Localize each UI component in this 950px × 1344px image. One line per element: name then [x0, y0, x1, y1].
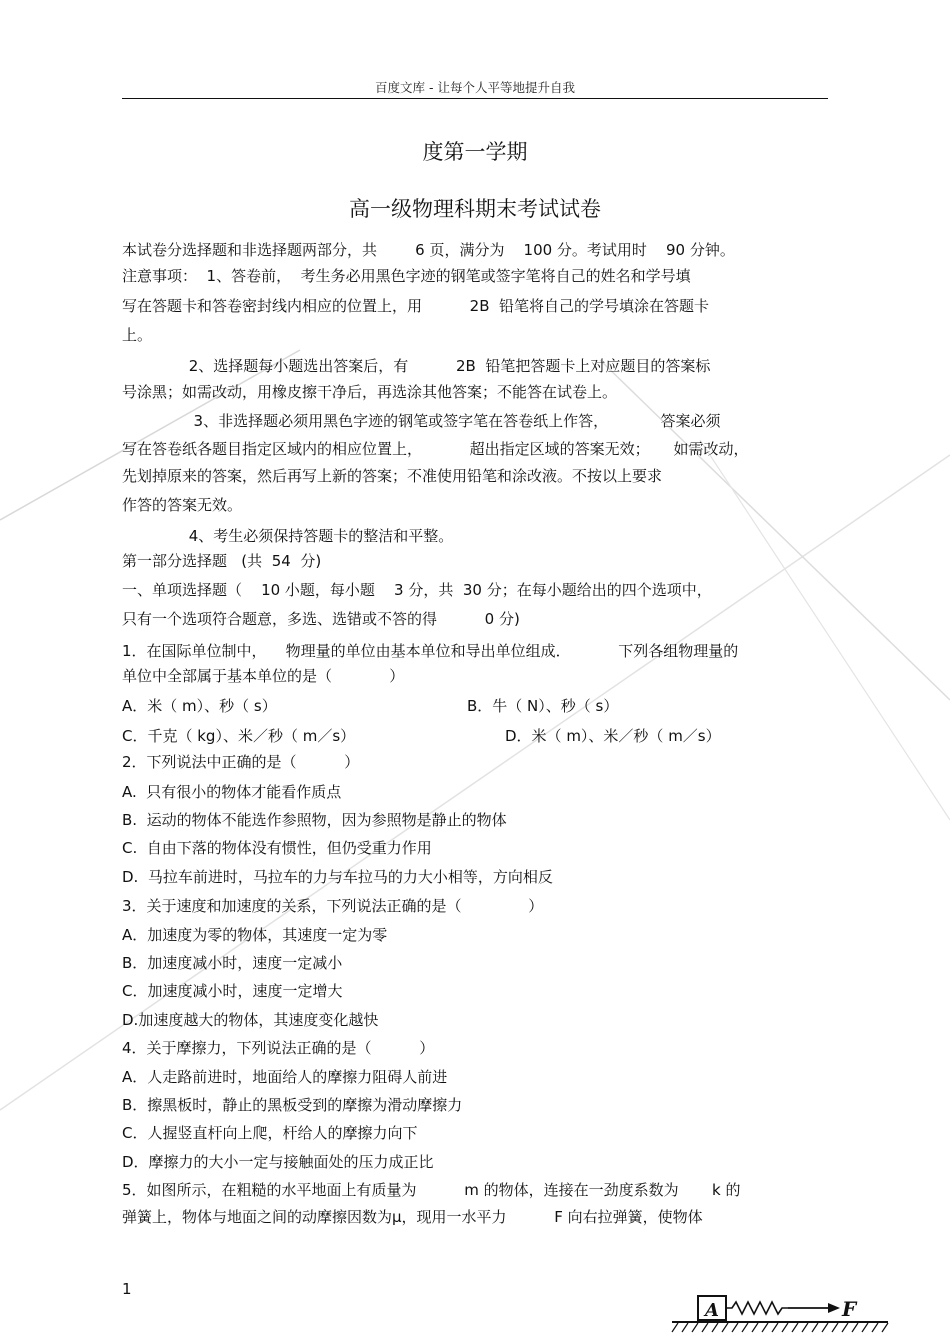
header-divider — [122, 98, 828, 99]
section-instructions: 一、单项选择题（ 10 小题，每小题 3 分，共 30 分；在每小题给出的四个选项中， — [122, 581, 712, 599]
question-1-option-a: A．米（ m）、秒（ s） — [122, 697, 277, 715]
question-4-text: 4．关于摩擦力，下列说法正确的是（ ） — [122, 1039, 435, 1057]
notice-line: 写在答题卡和答卷密封线内相应的位置上，用 2B 铅笔将自己的学号填涂在答题卡 — [122, 297, 710, 315]
notice-line: 3、非选择题必须用黑色字迹的钢笔或签字笔在答卷纸上作答， 答案必须 — [122, 412, 721, 430]
question-4-option-a: A．人走路前进时，地面给人的摩擦力阻碍人前进 — [122, 1068, 448, 1086]
question-2-text: 2．下列说法中正确的是（ ） — [122, 753, 360, 771]
question-1-text: 1．在国际单位制中， 物理量的单位由基本单位和导出单位组成． 下列各组物理量的 — [122, 642, 739, 660]
question-3-option-d: D.加速度越大的物体，其速度变化越快 — [122, 1011, 379, 1029]
page-header: 百度文库 - 让每个人平等地提升自我 — [375, 80, 575, 95]
intro-line: 本试卷分选择题和非选择题两部分，共 6 页，满分为 100 分。考试用时 90 分钟。 — [122, 241, 735, 259]
question-1-text: 单位中全部属于基本单位的是（ ） — [122, 667, 405, 685]
question-1-option-b: B．牛（ N）、秒（ s） — [467, 697, 619, 715]
force-arrow-head — [828, 1303, 840, 1313]
question-4-option-b: B．擦黑板时，静止的黑板受到的摩擦为滑动摩擦力 — [122, 1096, 463, 1114]
exam-title: 高一级物理科期末考试试卷 — [349, 197, 601, 221]
semester-title: 度第一学期 — [422, 140, 528, 164]
question-2-option-d: D. 马拉车前进时，马拉车的力与车拉马的力大小相等，方向相反 — [122, 868, 553, 886]
notice-line: 2、选择题每小题选出答案后，有 2B 铅笔把答题卡上对应题目的答案标 — [122, 357, 711, 375]
question-3-text: 3．关于速度和加速度的关系，下列说法正确的是（ ） — [122, 897, 544, 915]
question-3-option-b: B．加速度减小时，速度一定减小 — [122, 954, 343, 972]
notice-line: 4、考生必须保持答题卡的整洁和平整。 — [122, 527, 454, 545]
notice-line: 号涂黑；如需改动，用橡皮擦干净后，再选涂其他答案；不能答在试卷上。 — [122, 383, 618, 401]
question-2-option-c: C. 自由下落的物体没有惯性，但仍受重力作用 — [122, 839, 432, 857]
spring — [726, 1302, 788, 1314]
question-1-option-d: D．米（ m）、米／秒（ m／s） — [505, 727, 721, 745]
question-1-option-c: C．千克（ kg）、米／秒（ m／s） — [122, 727, 356, 745]
question-5-text: 弹簧上，物体与地面之间的动摩擦因数为μ，现用一水平力 F 向右拉弹簧，使物体 — [122, 1208, 703, 1226]
question-5-text: 5．如图所示，在粗糙的水平地面上有质量为 m 的物体，连接在一劲度系数为 k 的 — [122, 1181, 741, 1199]
question-3-option-a: A．加速度为零的物体，其速度一定为零 — [122, 926, 388, 944]
notice-line: 写在答卷纸各题目指定区域内的相应位置上， 超出指定区域的答案无效； 如需改动， — [122, 440, 749, 458]
force-label: F — [842, 1297, 857, 1321]
notice-line: 先划掉原来的答案，然后再写上新的答案；不准使用铅笔和涂改液。不按以上要求 — [122, 467, 663, 485]
notice-line: 作答的答案无效。 — [122, 496, 243, 514]
ground-hatching — [672, 1323, 888, 1332]
question-4-option-d: D．摩擦力的大小一定与接触面处的压力成正比 — [122, 1153, 434, 1171]
question-4-option-c: C．人握竖直杆向上爬，杆给人的摩擦力向下 — [122, 1124, 418, 1142]
notice-line: 注意事项： 1、答卷前， 考生务必用黑色字迹的钢笔或签字笔将自己的姓名和学号填 — [122, 267, 691, 285]
section-instructions: 只有一个选项符合题意，多选、选错或不答的得 0 分) — [122, 610, 520, 628]
question-3-option-c: C．加速度减小时，速度一定增大 — [122, 982, 343, 1000]
question-2-option-a: A. 只有很小的物体才能看作质点 — [122, 783, 342, 801]
section-heading: 第一部分选择题 (共 54 分) — [122, 552, 322, 570]
question-2-option-b: B. 运动的物体不能选作参照物，因为参照物是静止的物体 — [122, 811, 507, 829]
page-number: 1 — [122, 1280, 132, 1298]
notice-line: 上。 — [122, 326, 153, 344]
spring-block-figure — [668, 1290, 890, 1344]
block-label: A — [705, 1300, 719, 1321]
